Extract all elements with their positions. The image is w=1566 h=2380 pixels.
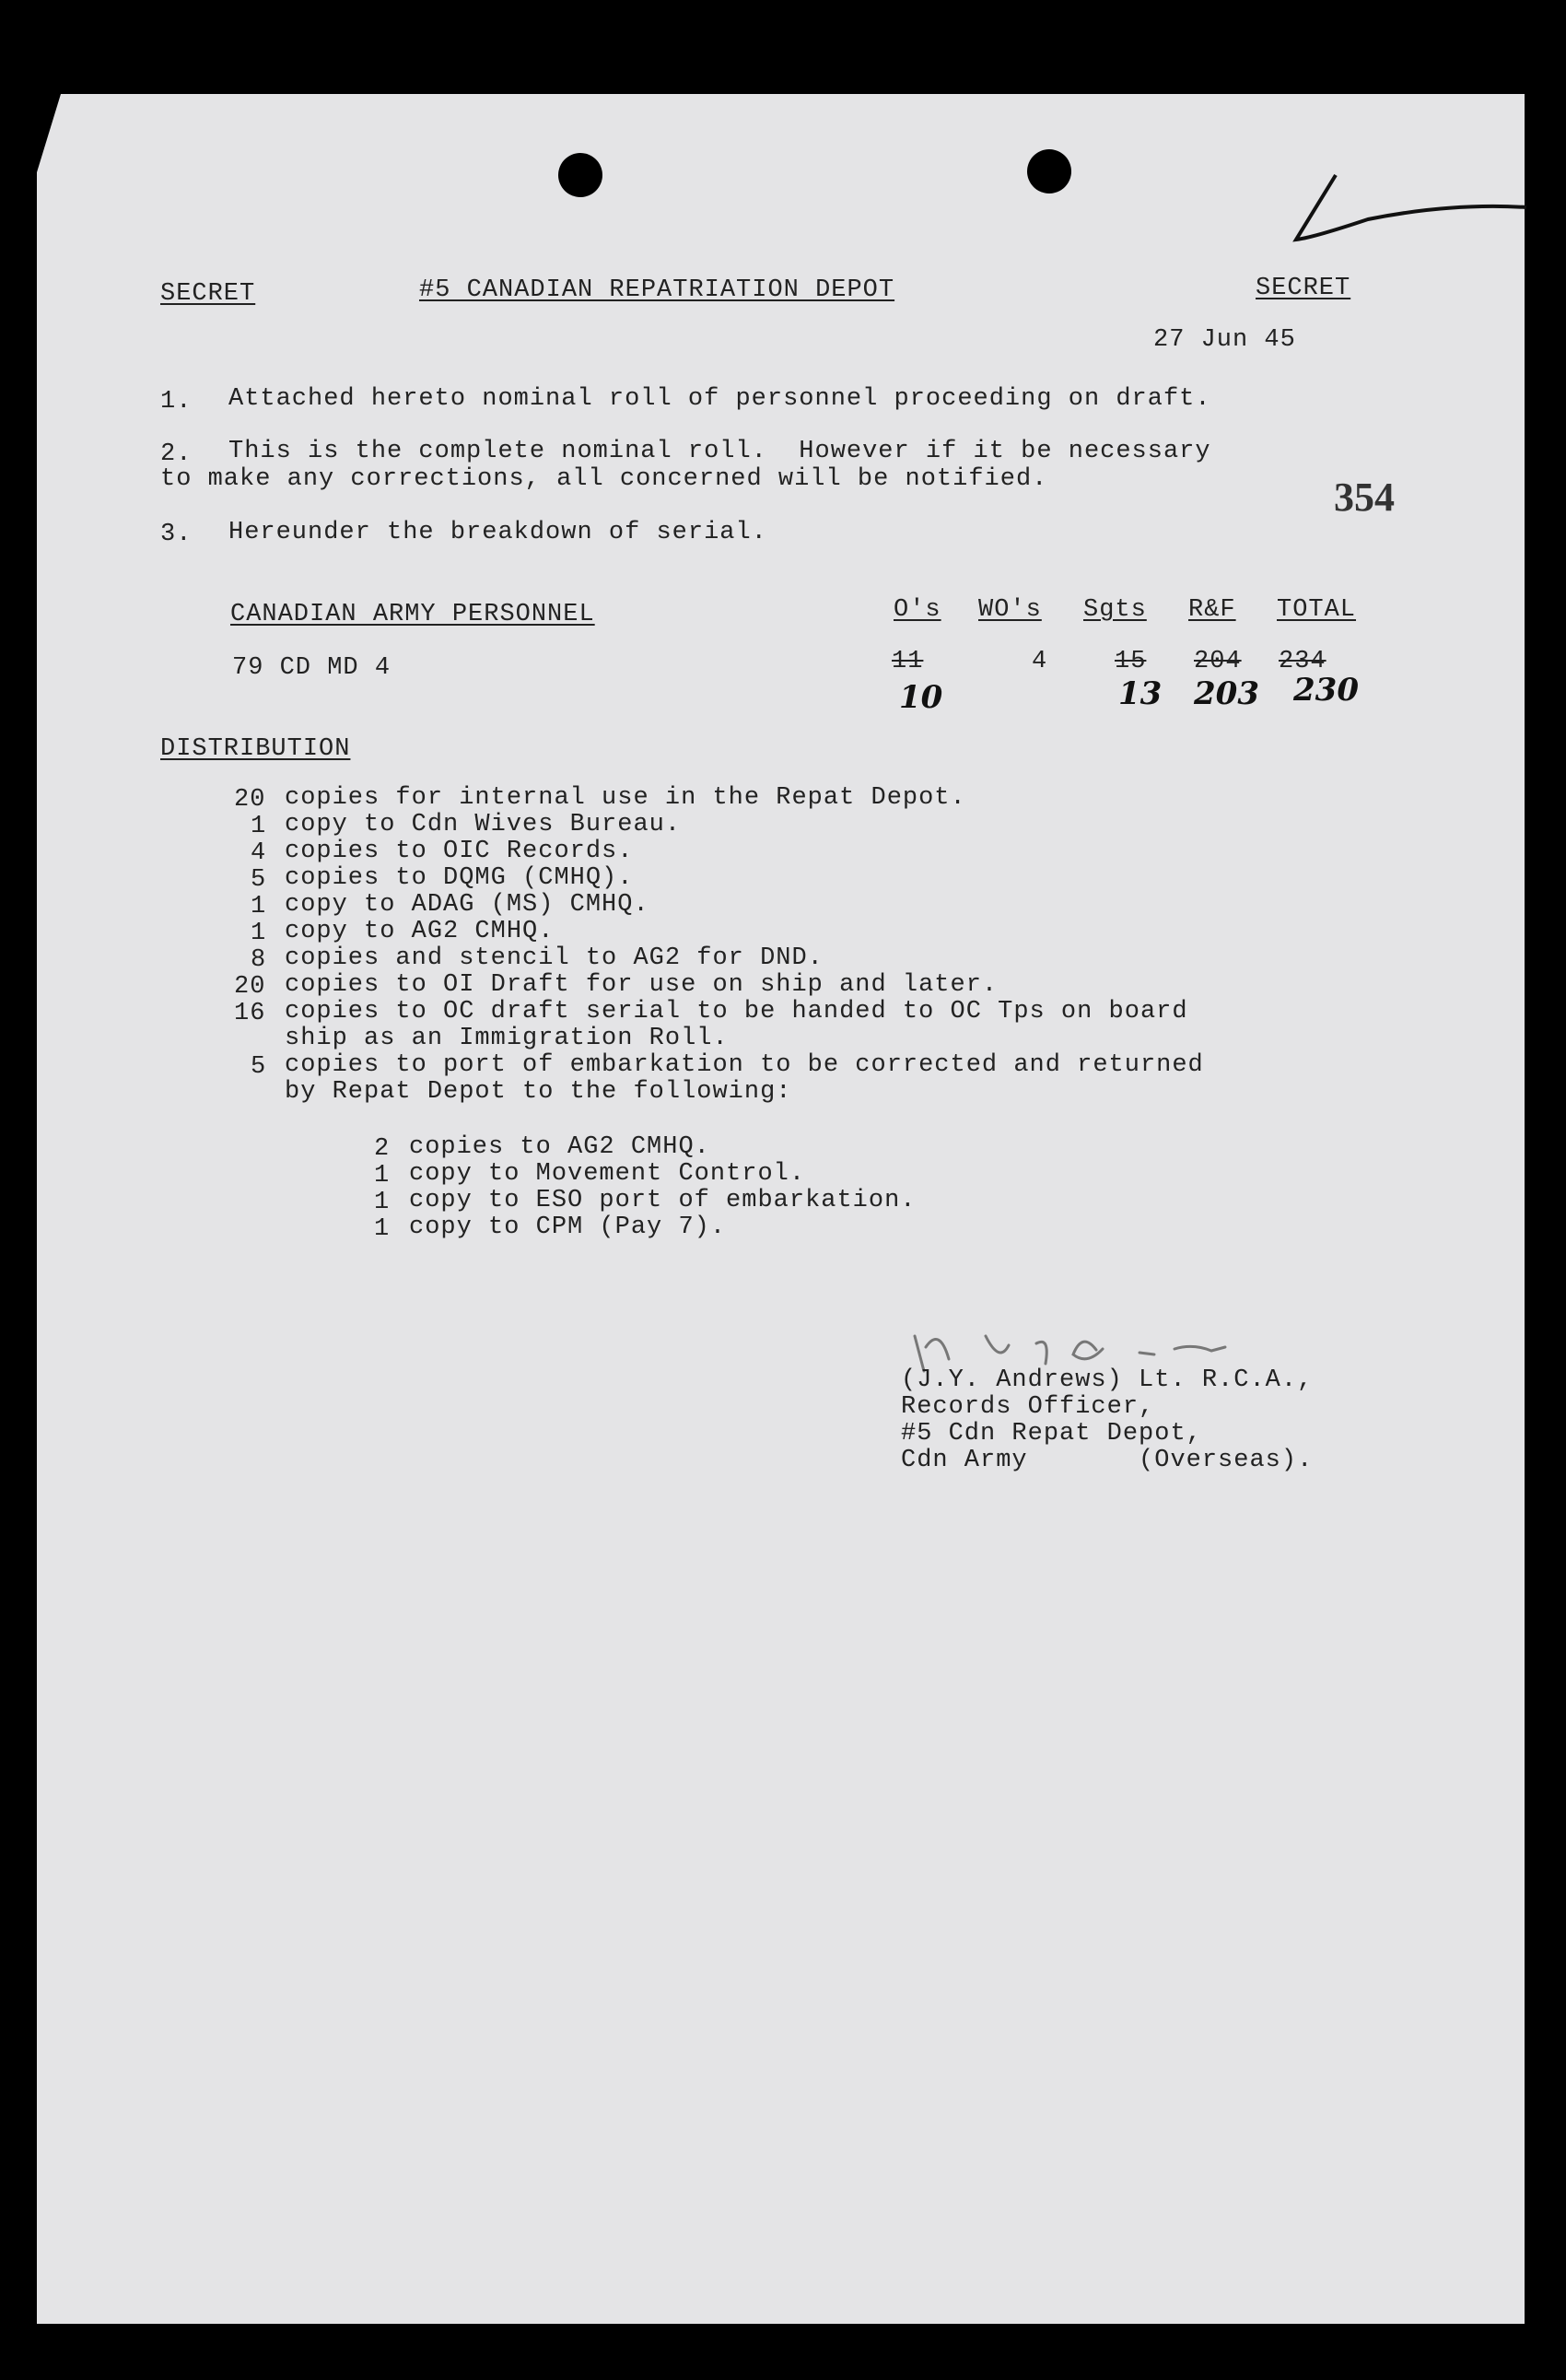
total-correction: 230 <box>1293 672 1359 709</box>
distribution-subitem: copy to CPM (Pay 7). <box>409 1213 727 1241</box>
column-header-officers: O's <box>894 596 941 624</box>
distribution-item-continued: by Repat Depot to the following: <box>285 1078 792 1106</box>
personnel-section-label: CANADIAN ARMY PERSONNEL <box>230 601 595 628</box>
paragraph-number: 1. <box>160 388 193 416</box>
distribution-count: 1 <box>251 920 267 947</box>
signatory-unit: #5 Cdn Repat Depot, <box>901 1420 1202 1448</box>
serial-label: 79 CD MD 4 <box>232 654 392 682</box>
classification-right: SECRET <box>1256 275 1351 302</box>
signatory-title: Records Officer, <box>901 1393 1155 1421</box>
column-header-sergeants: Sgts <box>1083 596 1147 624</box>
distribution-item: copies to OI Draft for use on ship and later. <box>285 971 999 999</box>
pen-tick-mark <box>1285 166 1534 249</box>
distribution-item: copies for internal use in the Repat Depot. <box>285 784 966 812</box>
distribution-count: 20 <box>234 973 266 1001</box>
distribution-item: copy to ADAG (MS) CMHQ. <box>285 891 649 919</box>
distribution-subitem: copy to Movement Control. <box>409 1160 806 1188</box>
signatory-formation: Cdn Army (Overseas). <box>901 1447 1314 1474</box>
sergeants-correction: 13 <box>1118 675 1163 712</box>
distribution-count: 20 <box>234 786 266 814</box>
distribution-subcount: 1 <box>374 1215 391 1243</box>
column-header-total: TOTAL <box>1277 596 1357 624</box>
distribution-count: 1 <box>251 893 267 920</box>
paragraph-text: This is the complete nominal roll. However if it be necessary <box>228 438 1211 465</box>
distribution-count: 16 <box>234 1000 266 1027</box>
officers-correction: 10 <box>899 679 943 716</box>
column-header-warrant-officers: WO's <box>978 596 1042 624</box>
distribution-count: 5 <box>251 866 267 894</box>
paragraph-number: 2. <box>160 440 193 468</box>
classification-left: SECRET <box>160 280 256 308</box>
distribution-item: copies to port of embarkation to be corrected and returned <box>285 1051 1204 1079</box>
folio-number-stamp: 354 <box>1334 475 1395 520</box>
distribution-item: copies to DQMG (CMHQ). <box>285 864 634 892</box>
distribution-subcount: 2 <box>374 1135 391 1163</box>
distribution-heading: DISTRIBUTION <box>160 735 351 763</box>
paragraph-text: Hereunder the breakdown of serial. <box>228 519 767 546</box>
paragraph-text-continued: to make any corrections, all concerned will be notified. <box>160 465 1048 493</box>
distribution-item: copies to OIC Records. <box>285 838 634 865</box>
distribution-item: copy to AG2 CMHQ. <box>285 918 555 945</box>
paragraph-text: Attached hereto nominal roll of personnel proceeding on draft. <box>228 385 1211 413</box>
punch-hole-right <box>1027 149 1071 193</box>
officers-count-struck: 11 <box>892 648 924 675</box>
distribution-count: 5 <box>251 1053 267 1081</box>
rank-and-file-count-struck: 204 <box>1194 648 1242 675</box>
distribution-count: 4 <box>251 839 267 867</box>
document-date: 27 Jun 45 <box>1153 326 1296 354</box>
paragraph-number: 3. <box>160 521 193 548</box>
distribution-item: copies and stencil to AG2 for DND. <box>285 944 824 972</box>
distribution-subitem: copies to AG2 CMHQ. <box>409 1133 710 1161</box>
distribution-count: 8 <box>251 946 267 974</box>
distribution-subcount: 1 <box>374 1162 391 1190</box>
distribution-subitem: copy to ESO port of embarkation. <box>409 1187 917 1214</box>
distribution-item-continued: ship as an Immigration Roll. <box>285 1025 729 1052</box>
distribution-count: 1 <box>251 813 267 840</box>
torn-corner <box>37 94 61 172</box>
distribution-subcount: 1 <box>374 1189 391 1216</box>
sergeants-count-struck: 15 <box>1115 648 1147 675</box>
total-count-struck: 234 <box>1279 648 1326 675</box>
column-header-rank-and-file: R&F <box>1188 596 1236 624</box>
punch-hole-left <box>558 153 602 197</box>
unit-title: #5 CANADIAN REPATRIATION DEPOT <box>419 276 895 304</box>
distribution-item: copies to OC draft serial to be handed to OC Tps on board <box>285 998 1188 1026</box>
warrant-officers-count: 4 <box>1032 648 1048 675</box>
distribution-item: copy to Cdn Wives Bureau. <box>285 811 682 838</box>
rank-and-file-correction: 203 <box>1194 675 1259 712</box>
signatory-name: (J.Y. Andrews) Lt. R.C.A., <box>901 1366 1314 1394</box>
